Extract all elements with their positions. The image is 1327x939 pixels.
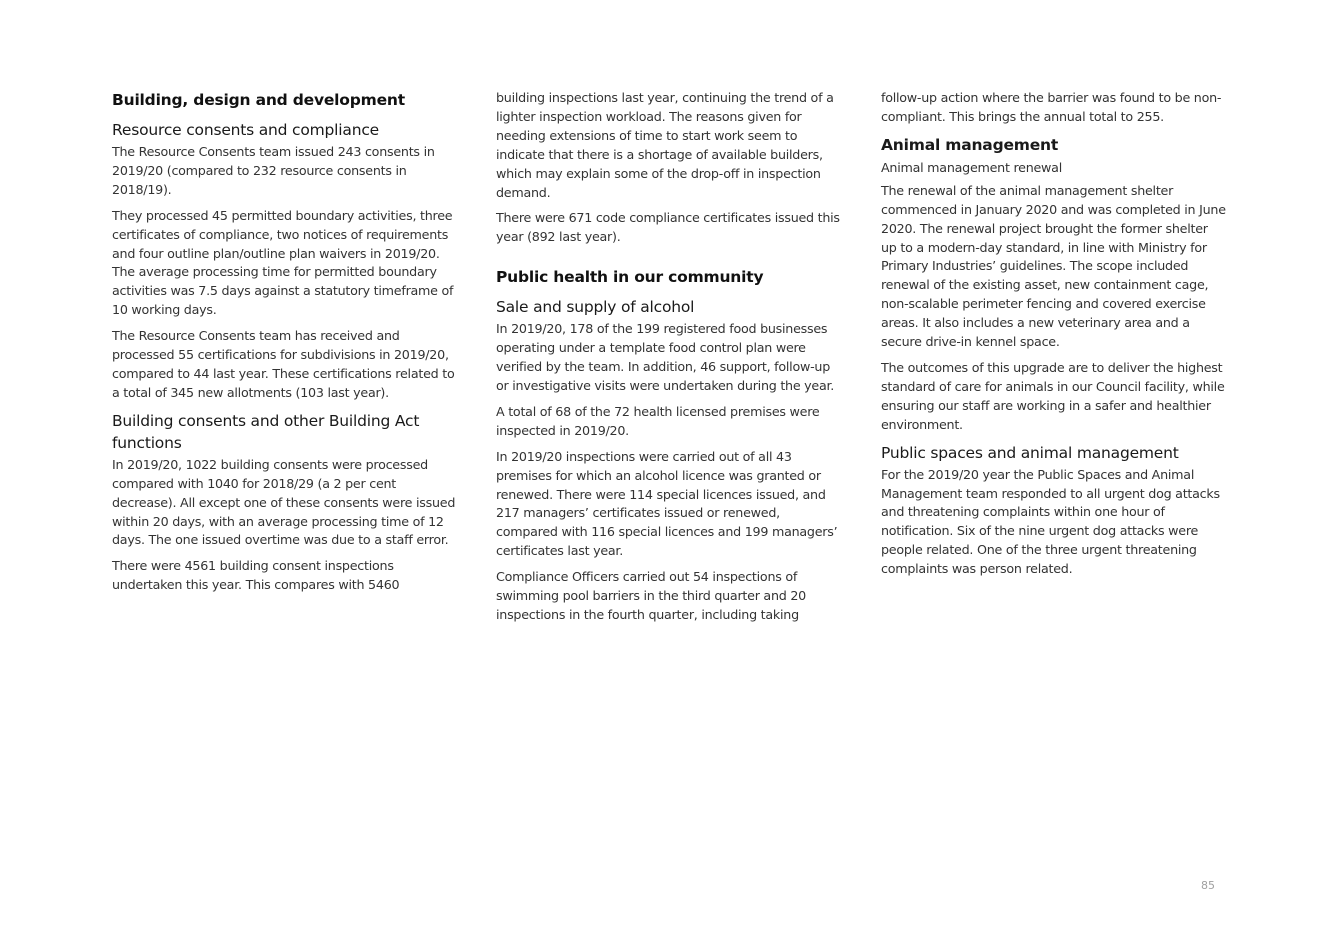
paragraph: The outcomes of this upgrade are to deliver the highest standard of care for animals in our Council facility, while ensuring our staff are working in a safer and healthier environment. <box>881 359 1225 432</box>
subheading-resource-consents: Resource consents and compliance <box>112 121 379 139</box>
paragraph: follow-up action where the barrier was found to be non-compliant. This brings the annual total to 255. <box>881 90 1222 124</box>
paragraph: Compliance Officers carried out 54 inspections of swimming pool barriers in the third quarter and 20 inspections in the fourth quarter, including taking <box>496 569 806 622</box>
subheading-building-consents: Building consents and other Building Act functions <box>112 411 420 452</box>
section-heading-building: Building, design and development <box>112 91 405 109</box>
paragraph: In 2019/20, 178 of the 199 registered food businesses operating under a template food control plan were verified by the team. In addition, 46 support, follow-up or investigative visits were undertaken during the year. <box>496 321 835 393</box>
column-1 <box>112 89 457 602</box>
paragraph: There were 4561 building consent inspections undertaken this year. This compares with 5460 <box>112 558 400 593</box>
paragraph: For the 2019/20 year the Public Spaces and Animal Management team responded to all urgent dog attacks and threatening complaints within one hour of notification. Six of the nine urgent dog attacks were people related. One of the three urgent threatening complaints was person related. <box>881 466 1220 577</box>
column-3 <box>881 89 1226 586</box>
minor-heading-animal-renewal: Animal management renewal <box>881 159 1062 175</box>
paragraph: In 2019/20 inspections were carried out of all 43 premises for which an alcohol licence was granted or renewed. There were 114 special licences issued, and 217 managers’ certificates issued or renewed, compared with 116 special licences and 199 managers’ certificates last year. <box>496 448 838 559</box>
subheading-alcohol: Sale and supply of alcohol <box>496 298 695 317</box>
subheading-animal-management: Animal management <box>881 135 1059 154</box>
section-heading-public-health: Public health in our community <box>496 268 764 287</box>
paragraph: There were 671 code compliance certificates issued this year (892 last year). <box>496 210 840 245</box>
subheading-public-spaces: Public spaces and animal management <box>881 443 1179 462</box>
column-2 <box>496 89 841 632</box>
page-number: 85 <box>1201 879 1215 892</box>
paragraph: The Resource Consents team issued 243 consents in 2019/20 (compared to 232 resource consents in 2018/19). <box>112 144 435 197</box>
paragraph: They processed 45 permitted boundary activities, three certificates of compliance, two notices of requirements and four outline plan/outline plan waivers in 2019/20. The average processing time for permitted boundary activities was 7.5 days against a statutory timeframe of 10 working days. <box>112 207 454 318</box>
paragraph: In 2019/20, 1022 building consents were processed compared with 1040 for 2018/29 (a 2 per cent decrease). All except one of these consents were issued within 20 days, with an average processing time of 12 days. The one issued overtime was due to a staff error. <box>112 456 456 548</box>
paragraph: The renewal of the animal management shelter commenced in January 2020 and was completed in June 2020. The renewal project brought the former shelter up to a modern-day standard, in line with Ministry for Primary Industries’ guidelines. The scope included renewal of the existing asset, new containment cage, non-scalable perimeter fencing and covered exercise areas. It also includes a new veterinary area and a secure drive-in kennel space. <box>881 182 1226 350</box>
paragraph: The Resource Consents team has received and processed 55 certifications for subdivisions in 2019/20, compared to 44 last year. These certifications related to a total of 345 new allotments (103 last year). <box>112 328 455 400</box>
paragraph: building inspections last year, continuing the trend of a lighter inspection workload. The reasons given for needing extensions of time to start work seem to indicate that there is a shortage of available builders, which may explain some of the drop-off in inspection demand. <box>496 90 834 200</box>
paragraph: A total of 68 of the 72 health licensed premises were inspected in 2019/20. <box>496 403 820 438</box>
